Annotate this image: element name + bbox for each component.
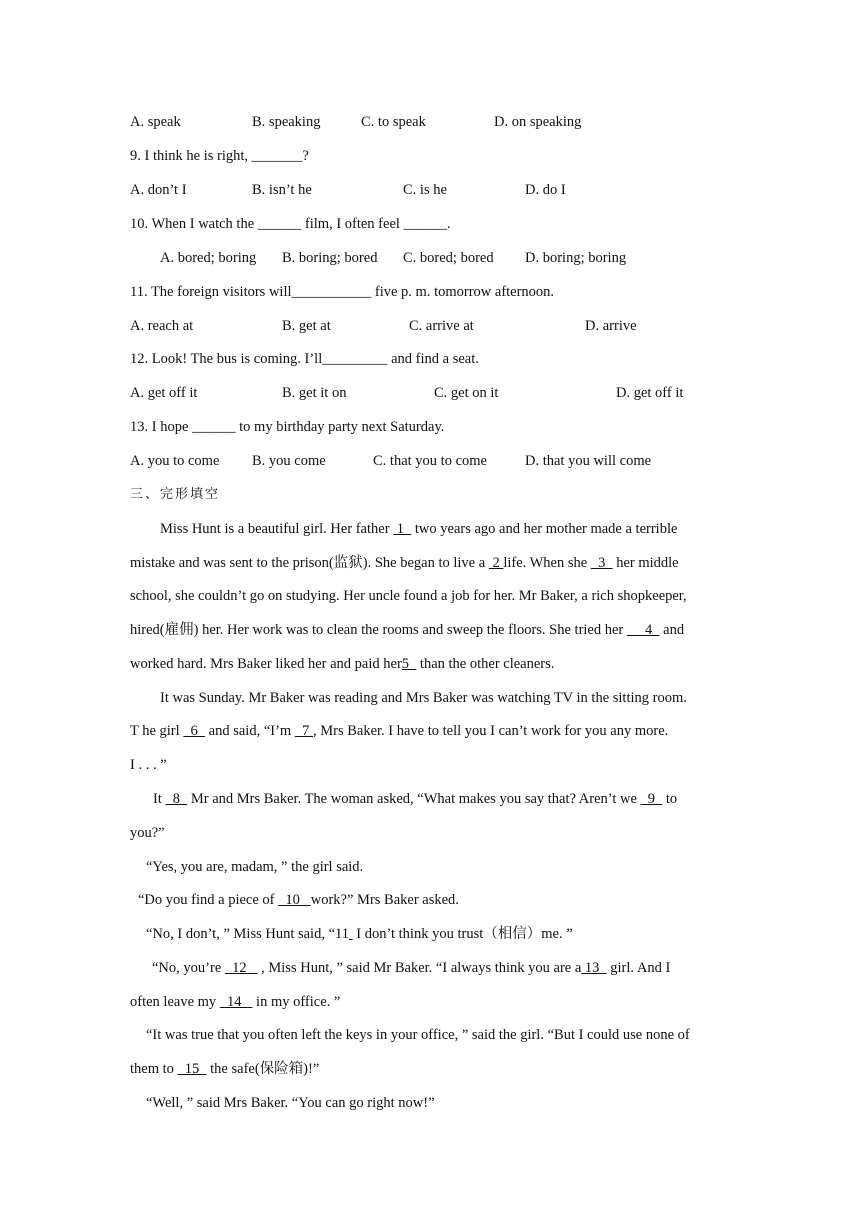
passage-p1-line5: worked hard. Mrs Baker liked her and paid her5 than the other cleaners. bbox=[130, 656, 555, 672]
passage-p9: “Well, ” said Mrs Baker. “You can go right now!” bbox=[146, 1095, 435, 1111]
q13-option-a: A. you to come bbox=[130, 453, 220, 469]
q12-option-a: A. get off it bbox=[130, 385, 198, 401]
q10-option-a: A. bored; boring bbox=[160, 250, 257, 266]
q8-option-a: A. speak bbox=[130, 114, 181, 130]
passage-p1-line1: Miss Hunt is a beautiful girl. Her father 1 two years ago and her mother made a terrible bbox=[160, 521, 678, 537]
passage-p2-line1: It was Sunday. Mr Baker was reading and Mrs Baker was watching TV in the sitting room. bbox=[160, 690, 687, 706]
passage-p2-line3: I . . . ” bbox=[130, 757, 167, 773]
q13-option-d: D. that you will come bbox=[525, 453, 652, 469]
q13-option-c: C. that you to come bbox=[373, 453, 487, 469]
q9-option-a: A. don’t I bbox=[130, 182, 187, 198]
blank-10: 10 bbox=[278, 892, 311, 908]
q11-option-d: D. arrive bbox=[585, 318, 637, 334]
blank-8: 8 bbox=[165, 791, 188, 807]
q12-option-d: D. get off it bbox=[616, 385, 684, 401]
blank-13: 13 bbox=[581, 960, 607, 976]
blank-6: 6 bbox=[183, 723, 206, 739]
q8-option-b: B. speaking bbox=[252, 114, 321, 130]
blank-15: 15 bbox=[177, 1061, 207, 1077]
q9-option-d: D. do I bbox=[525, 182, 566, 198]
question-11: 11. The foreign visitors will___________ five p. m. tomorrow afternoon. bbox=[130, 284, 555, 300]
q9-option-c: C. is he bbox=[403, 182, 447, 198]
q12-option-b: B. get it on bbox=[282, 385, 347, 401]
question-12: 12. Look! The bus is coming. I’ll_________ and find a seat. bbox=[130, 351, 479, 367]
q10-option-b: B. boring; bored bbox=[282, 250, 378, 266]
blank-7: 7 bbox=[294, 723, 313, 739]
passage-p7-line1: “No, you’re 12 , Miss Hunt, ” said Mr Baker. “I always think you are a 13 girl. And I bbox=[152, 960, 671, 976]
blank-4: 4 bbox=[626, 622, 660, 638]
blank-1: 1 bbox=[393, 521, 412, 537]
q9-option-b: B. isn’t he bbox=[252, 182, 312, 198]
blank-5: 5 bbox=[401, 656, 417, 672]
q11-option-c: C. arrive at bbox=[409, 318, 474, 334]
blank-3: 3 bbox=[590, 555, 613, 571]
passage-p8-line1: “It was true that you often left the keys in your office, ” said the girl. “But I could use none of bbox=[146, 1027, 690, 1043]
q12-option-c: C. get on it bbox=[434, 385, 499, 401]
q13-option-b: B. you come bbox=[252, 453, 326, 469]
passage-p3-line2: you?” bbox=[130, 825, 165, 841]
q8-option-d: D. on speaking bbox=[494, 114, 582, 130]
blank-9: 9 bbox=[640, 791, 663, 807]
passage-p6: “No, I don’t, ” Miss Hunt said, “11 I don’t think you trust（相信）me. ” bbox=[146, 926, 573, 942]
question-10: 10. When I watch the ______ film, I often feel ______. bbox=[130, 216, 451, 232]
passage-p1-line4: hired(雇佣) her. Her work was to clean the rooms and sweep the floors. She tried her 4 and bbox=[130, 622, 685, 638]
q10-option-c: C. bored; bored bbox=[403, 250, 494, 266]
blank-12: 12 bbox=[224, 960, 258, 976]
blank-2: 2 bbox=[488, 555, 504, 571]
q11-option-a: A. reach at bbox=[130, 318, 194, 334]
question-9: 9. I think he is right, _______? bbox=[130, 148, 309, 164]
passage-p5: “Do you find a piece of 10 work?” Mrs Baker asked. bbox=[138, 892, 459, 908]
q10-option-d: D. boring; boring bbox=[525, 250, 627, 266]
passage-p2-line2: T he girl 6 and said, “I’m 7 , Mrs Baker. I have to tell you I can’t work for you any more. bbox=[130, 723, 669, 739]
q11-option-b: B. get at bbox=[282, 318, 331, 334]
passage-p7-line2: often leave my 14 in my office. ” bbox=[130, 994, 341, 1010]
question-13: 13. I hope ______ to my birthday party next Saturday. bbox=[130, 419, 445, 435]
passage-p3-line1: It 8 Mr and Mrs Baker. The woman asked, “What makes you say that? Aren’t we 9 to bbox=[153, 791, 678, 807]
q8-option-c: C. to speak bbox=[361, 114, 426, 130]
passage-p4: “Yes, you are, madam, ” the girl said. bbox=[146, 859, 364, 875]
passage-p8-line2: them to 15 the safe(保险箱)!” bbox=[130, 1061, 320, 1077]
passage-p1-line3: school, she couldn’t go on studying. Her uncle found a job for her. Mr Baker, a rich shopkeeper, bbox=[130, 588, 687, 604]
passage-p1-line2: mistake and was sent to the prison(监狱). She began to live a 2 life. When she 3 her middle bbox=[130, 555, 679, 571]
blank-14: 14 bbox=[219, 994, 253, 1010]
section-heading-cloze: 三、完形填空 bbox=[130, 487, 221, 502]
